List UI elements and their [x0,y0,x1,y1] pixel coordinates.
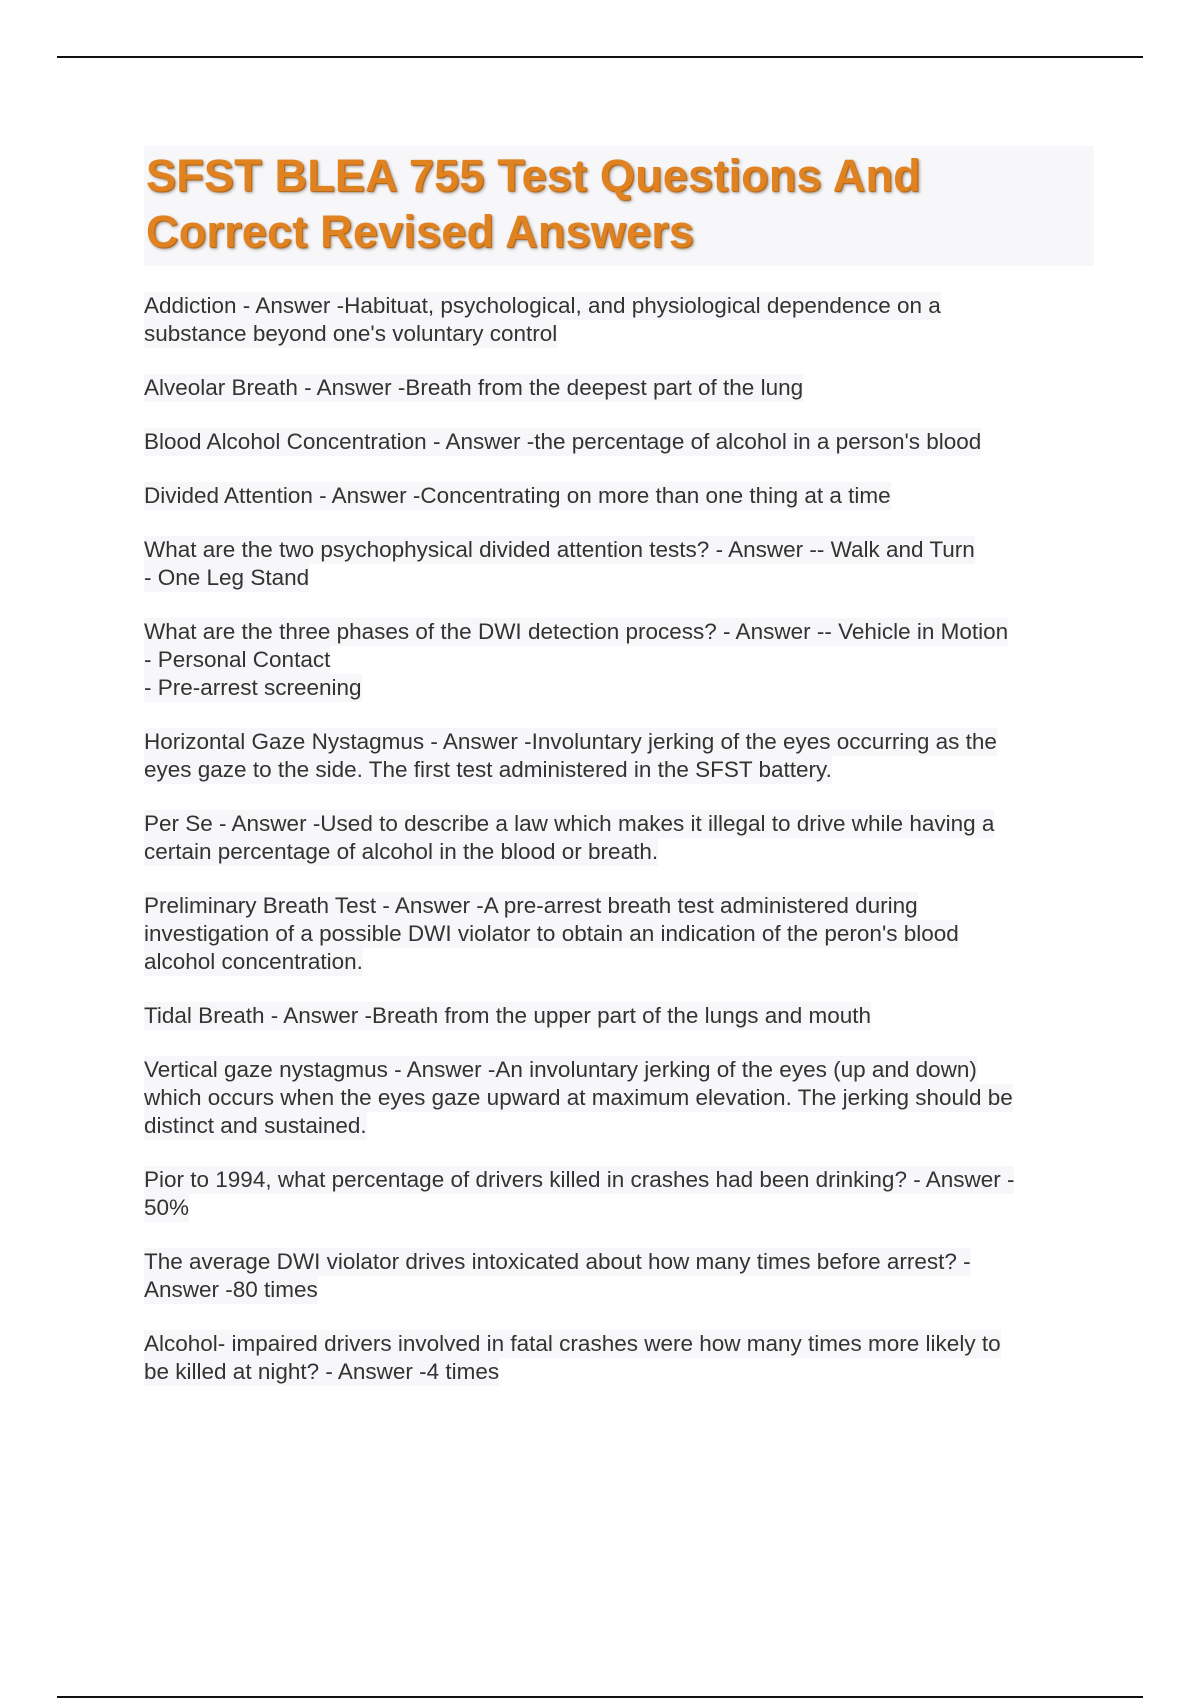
qa-item [144,428,1094,456]
qa-line: - Pre-arrest screening [144,675,362,700]
qa-item [144,1166,1094,1222]
qa-line: What are the three phases of the DWI detection process? - Answer -- Vehicle in Motion [144,619,1009,644]
qa-line: The average DWI violator drives intoxicated about how many times before arrest? - [144,1249,971,1274]
qa-line: distinct and sustained. [144,1113,367,1138]
qa-line: - Personal Contact [144,647,331,672]
title-line-1: SFST BLEA 755 Test Questions And [146,150,921,201]
qa-item [144,728,1094,784]
qa-item [144,292,1094,348]
qa-line: Addiction - Answer -Habituat, psychological, and physiological dependence on a [144,293,941,318]
qa-line: investigation of a possible DWI violator to obtain an indication of the peron's blood [144,921,959,946]
qa-line: - One Leg Stand [144,565,310,590]
bottom-rule [57,1696,1143,1698]
qa-item [144,374,1094,402]
title-block [144,146,1094,266]
qa-item [144,1248,1094,1304]
qa-line: which occurs when the eyes gaze upward at maximum elevation. The jerking should be [144,1085,1013,1110]
qa-item [144,482,1094,510]
title-line-2: Correct Revised Answers [146,206,695,257]
qa-line: eyes gaze to the side. The first test administered in the SFST battery. [144,757,832,782]
qa-item [144,810,1094,866]
qa-item [144,1002,1094,1030]
qa-line: Alveolar Breath - Answer -Breath from the deepest part of the lung [144,375,804,400]
qa-item [144,618,1094,702]
qa-line: Divided Attention - Answer -Concentrating on more than one thing at a time [144,483,891,508]
qa-list [144,292,1094,1386]
document-title [146,148,1088,260]
document-body [144,146,1094,1412]
qa-line: What are the two psychophysical divided attention tests? - Answer -- Walk and Turn [144,537,975,562]
qa-item [144,1330,1094,1386]
qa-line: alcohol concentration. [144,949,363,974]
qa-line: substance beyond one's voluntary control [144,321,558,346]
qa-line: Alcohol- impaired drivers involved in fatal crashes were how many times more likely to [144,1331,1001,1356]
qa-item [144,536,1094,592]
qa-line: Horizontal Gaze Nystagmus - Answer -Involuntary jerking of the eyes occurring as the [144,729,997,754]
qa-line: Preliminary Breath Test - Answer -A pre-arrest breath test administered during [144,893,918,918]
qa-line: Pior to 1994, what percentage of drivers killed in crashes had been drinking? - Answer - [144,1167,1015,1192]
qa-line: Answer -80 times [144,1277,318,1302]
qa-item [144,892,1094,976]
qa-line: certain percentage of alcohol in the blood or breath. [144,839,659,864]
qa-line: 50% [144,1195,190,1220]
qa-line: Blood Alcohol Concentration - Answer -the percentage of alcohol in a person's blood [144,429,982,454]
qa-line: Tidal Breath - Answer -Breath from the upper part of the lungs and mouth [144,1003,872,1028]
qa-line: be killed at night? - Answer -4 times [144,1359,500,1384]
qa-item [144,1056,1094,1140]
top-rule [57,56,1143,58]
qa-line: Vertical gaze nystagmus - Answer -An involuntary jerking of the eyes (up and down) [144,1057,977,1082]
qa-line: Per Se - Answer -Used to describe a law which makes it illegal to drive while having a [144,811,995,836]
